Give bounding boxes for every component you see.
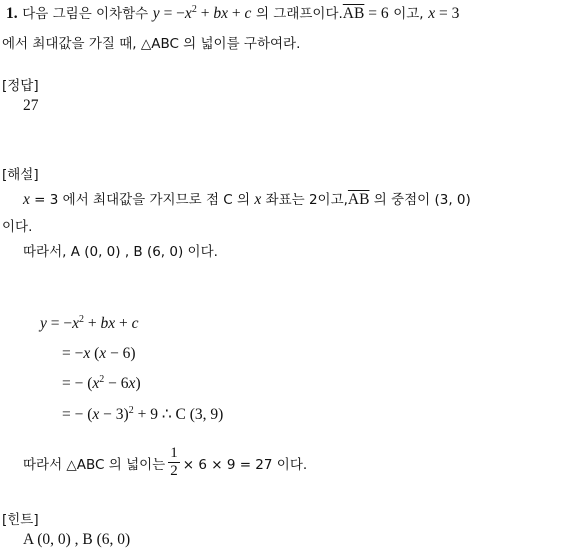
answer-header: [정답] (2, 78, 39, 94)
problem-line-1 (6, 2, 459, 23)
equation-line-1: $y = -x^2$ + bx + c (40, 314, 139, 332)
equation-line-3: = − $(x^2 - 6x)$ (62, 374, 141, 392)
hint-value: A (0, 0) , B (6, 0) (23, 531, 131, 548)
solution-line-2: 이다. (2, 219, 33, 235)
answer-value: 27 (23, 97, 39, 114)
problem-text-c: 이고, (393, 6, 424, 22)
fraction-one-half: $\frac{1}{2}$ (170, 445, 178, 479)
solution-header: [해설] (2, 167, 39, 183)
problem-text-b: 의 그래프이다. (255, 6, 343, 22)
solution-line-3: 따라서, A (0, 0) , B (6, 0) 이다. (23, 244, 218, 260)
problem-text-a: 다음 그림은 이차함수 (22, 6, 149, 22)
equation-line-2: = −x (x − 6) (62, 345, 136, 362)
conclusion-line: 따라서 △ABC 의 넓이는 $\frac{1}{2}$ × 6 × 9 = 27 이다. (23, 445, 308, 479)
segment-ab-eq: $\overline{AB} = 6$ (342, 5, 389, 22)
hint-header: [힌트] (2, 512, 39, 528)
x-equals-3: x = 3 (428, 5, 460, 22)
solution-line-1: x = 3 에서 최대값을 가지므로 점 C 의 x 좌표는 2이고$,\overline{AB}$ 의 중점이 (3, 0) (23, 191, 471, 208)
equation-line-4: = − $(x - 3)^2 + 9$ ∴ C (3, 9) (62, 405, 224, 423)
function-expression: $y = -x^2$ + bx + c (152, 4, 252, 22)
problem-number: 1. (6, 5, 18, 22)
problem-line-2: 에서 최대값을 가질 때, △ABC 의 넓이를 구하여라. (2, 36, 301, 52)
